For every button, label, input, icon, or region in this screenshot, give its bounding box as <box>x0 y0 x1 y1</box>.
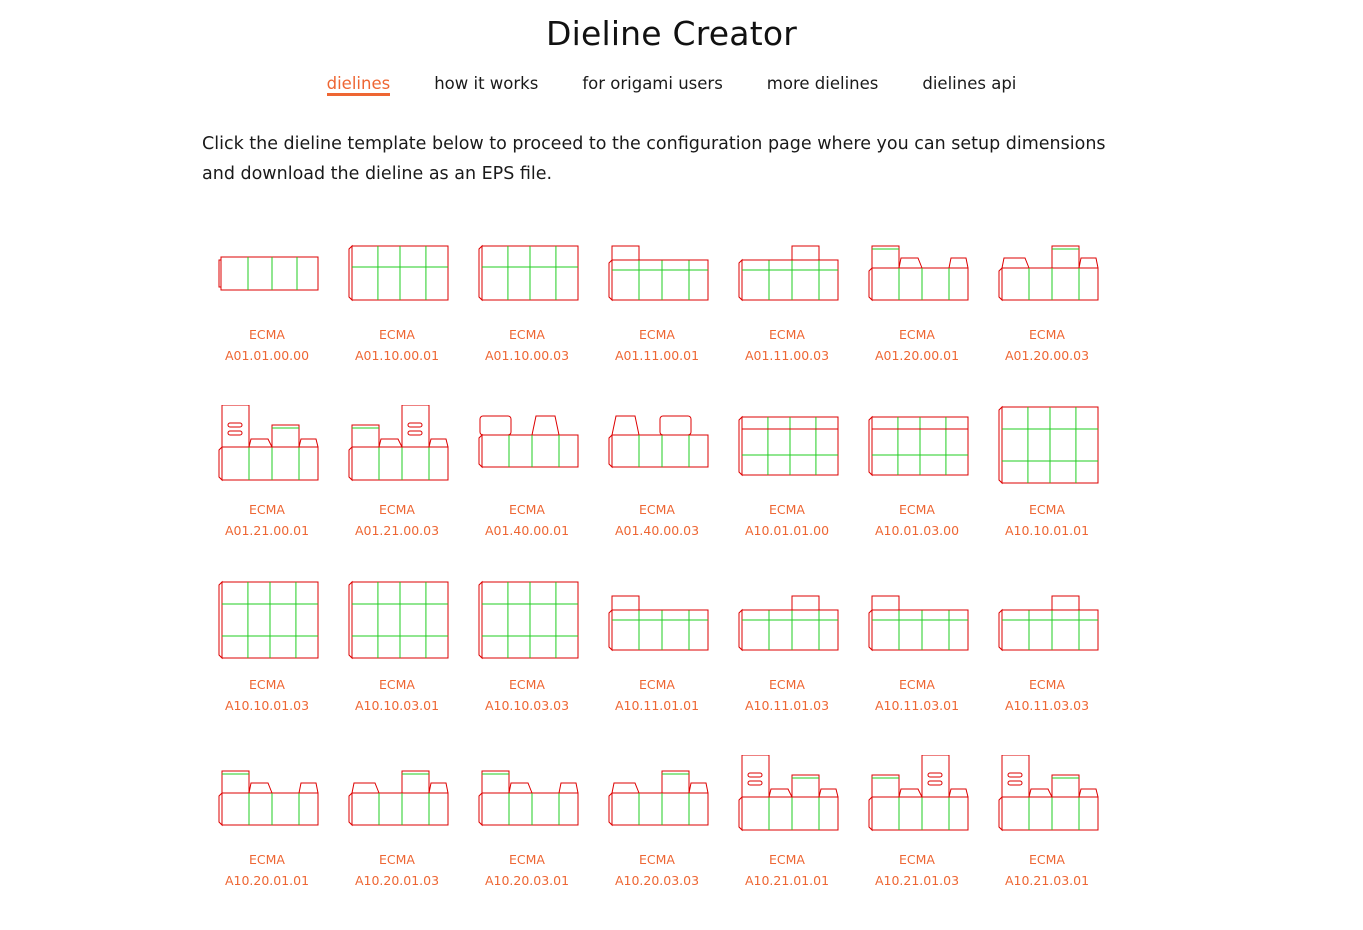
dieline-standard: ECMA <box>769 852 805 867</box>
dieline-thumbnail-icon[interactable] <box>462 580 592 670</box>
dieline-code: A10.20.03.01 <box>484 873 570 888</box>
dieline-code: A01.40.00.01 <box>484 523 570 538</box>
dieline-code: A10.10.03.03 <box>484 698 570 713</box>
dieline-thumbnail-icon[interactable] <box>462 405 592 495</box>
dieline-code: A01.11.00.03 <box>744 348 830 363</box>
dieline-code: A10.20.01.01 <box>224 873 310 888</box>
dieline-standard: ECMA <box>1029 677 1065 692</box>
dieline-thumbnail-icon[interactable] <box>202 230 332 320</box>
main-nav <box>0 74 1343 96</box>
dieline-item[interactable] <box>462 230 592 405</box>
dieline-item[interactable] <box>462 580 592 755</box>
dieline-thumbnail-icon[interactable] <box>202 405 332 495</box>
dieline-standard: ECMA <box>249 502 285 517</box>
dieline-standard: ECMA <box>899 852 935 867</box>
dieline-thumbnail-icon[interactable] <box>722 580 852 670</box>
dieline-item[interactable] <box>202 755 332 930</box>
dieline-thumbnail-icon[interactable] <box>852 405 982 495</box>
dieline-item[interactable] <box>722 755 852 930</box>
dieline-code: A10.01.03.00 <box>874 523 960 538</box>
dieline-code: A10.21.01.01 <box>744 873 830 888</box>
dieline-code: A10.01.01.00 <box>744 523 830 538</box>
dieline-standard: ECMA <box>249 677 285 692</box>
dieline-item[interactable] <box>462 755 592 930</box>
dieline-code: A10.21.03.01 <box>1004 873 1090 888</box>
dieline-item[interactable] <box>722 230 852 405</box>
dieline-code: A10.10.01.01 <box>1004 523 1090 538</box>
dieline-item[interactable] <box>722 580 852 755</box>
dieline-item[interactable] <box>852 405 982 580</box>
dieline-standard: ECMA <box>249 852 285 867</box>
nav-dielines-api[interactable]: dielines api <box>922 74 1017 93</box>
nav-for-origami-users[interactable]: for origami users <box>582 74 723 93</box>
dieline-code: A01.10.00.03 <box>484 348 570 363</box>
dieline-standard: ECMA <box>639 677 675 692</box>
dieline-item[interactable] <box>202 230 332 405</box>
dieline-item[interactable] <box>592 755 722 930</box>
dieline-item[interactable] <box>332 405 462 580</box>
dieline-item[interactable] <box>852 230 982 405</box>
dieline-item[interactable] <box>592 580 722 755</box>
dieline-thumbnail-icon[interactable] <box>332 230 462 320</box>
dieline-standard: ECMA <box>249 327 285 342</box>
dieline-thumbnail-icon[interactable] <box>982 405 1112 495</box>
dieline-code: A01.11.00.01 <box>614 348 700 363</box>
intro-text: Click the dieline template below to proceed to the configuration page where you can setup dimensions and download the dieline as an EPS file. <box>202 134 1106 184</box>
dieline-standard: ECMA <box>899 327 935 342</box>
dieline-thumbnail-icon[interactable] <box>852 230 982 320</box>
dieline-standard: ECMA <box>899 677 935 692</box>
dieline-standard: ECMA <box>379 677 415 692</box>
nav-how-it-works[interactable]: how it works <box>434 74 539 93</box>
dieline-item[interactable] <box>202 580 332 755</box>
dieline-standard: ECMA <box>509 852 545 867</box>
dieline-code: A01.20.00.03 <box>1004 348 1090 363</box>
dieline-code: A10.20.01.03 <box>354 873 440 888</box>
dieline-standard: ECMA <box>379 852 415 867</box>
dieline-code: A10.11.03.01 <box>874 698 960 713</box>
dieline-thumbnail-icon[interactable] <box>332 755 462 845</box>
dieline-thumbnail-icon[interactable] <box>462 755 592 845</box>
dieline-thumbnail-icon[interactable] <box>722 755 852 845</box>
dieline-standard: ECMA <box>639 852 675 867</box>
dieline-item[interactable] <box>852 755 982 930</box>
dieline-standard: ECMA <box>639 502 675 517</box>
dieline-code: A10.10.01.03 <box>224 698 310 713</box>
dieline-standard: ECMA <box>1029 327 1065 342</box>
dieline-item[interactable] <box>722 405 852 580</box>
nav-dielines[interactable]: dielines <box>327 74 391 96</box>
dieline-standard: ECMA <box>769 327 805 342</box>
dieline-item[interactable] <box>982 580 1112 755</box>
dieline-standard: ECMA <box>379 502 415 517</box>
dieline-thumbnail-icon[interactable] <box>202 755 332 845</box>
dieline-thumbnail-icon[interactable] <box>592 405 722 495</box>
dieline-item[interactable] <box>332 755 462 930</box>
dieline-code: A10.11.01.01 <box>614 698 700 713</box>
dieline-item[interactable] <box>982 755 1112 930</box>
dieline-thumbnail-icon[interactable] <box>462 230 592 320</box>
dieline-item[interactable] <box>462 405 592 580</box>
dieline-thumbnail-icon[interactable] <box>982 230 1112 320</box>
dieline-code: A10.11.01.03 <box>744 698 830 713</box>
dieline-item[interactable] <box>852 580 982 755</box>
dieline-code: A01.21.00.03 <box>354 523 440 538</box>
dieline-standard: ECMA <box>1029 852 1065 867</box>
dieline-code: A10.10.03.01 <box>354 698 440 713</box>
dieline-standard: ECMA <box>769 502 805 517</box>
dieline-standard: ECMA <box>769 677 805 692</box>
dieline-thumbnail-icon[interactable] <box>592 580 722 670</box>
dieline-thumbnail-icon[interactable] <box>592 755 722 845</box>
dieline-item[interactable] <box>982 405 1112 580</box>
dieline-thumbnail-icon[interactable] <box>722 230 852 320</box>
dieline-code: A10.21.01.03 <box>874 873 960 888</box>
dieline-standard: ECMA <box>509 502 545 517</box>
dieline-thumbnail-icon[interactable] <box>852 755 982 845</box>
dieline-item[interactable] <box>592 405 722 580</box>
dieline-item[interactable] <box>332 230 462 405</box>
dieline-item[interactable] <box>592 230 722 405</box>
dieline-thumbnail-icon[interactable] <box>982 580 1112 670</box>
dieline-grid <box>202 230 1112 930</box>
dieline-thumbnail-icon[interactable] <box>592 230 722 320</box>
page-title: Dieline Creator <box>545 14 798 53</box>
dieline-thumbnail-icon[interactable] <box>852 580 982 670</box>
dieline-thumbnail-icon[interactable] <box>202 580 332 670</box>
dieline-standard: ECMA <box>509 677 545 692</box>
dieline-code: A10.11.03.03 <box>1004 698 1090 713</box>
dieline-code: A01.10.00.01 <box>354 348 440 363</box>
dieline-thumbnail-icon[interactable] <box>982 755 1112 845</box>
dieline-item[interactable] <box>982 230 1112 405</box>
dieline-standard: ECMA <box>379 327 415 342</box>
dieline-thumbnail-icon[interactable] <box>332 405 462 495</box>
dieline-code: A01.40.00.03 <box>614 523 700 538</box>
dieline-code: A10.20.03.03 <box>614 873 700 888</box>
dieline-standard: ECMA <box>899 502 935 517</box>
dieline-thumbnail-icon[interactable] <box>722 405 852 495</box>
nav-more-dielines[interactable]: more dielines <box>766 74 879 93</box>
dieline-standard: ECMA <box>1029 502 1065 517</box>
dieline-thumbnail-icon[interactable] <box>332 580 462 670</box>
dieline-standard: ECMA <box>639 327 675 342</box>
dieline-standard: ECMA <box>509 327 545 342</box>
dieline-item[interactable] <box>332 580 462 755</box>
dieline-code: A01.01.00.00 <box>224 348 310 363</box>
dieline-code: A01.20.00.01 <box>874 348 960 363</box>
dieline-code: A01.21.00.01 <box>224 523 310 538</box>
dieline-item[interactable] <box>202 405 332 580</box>
